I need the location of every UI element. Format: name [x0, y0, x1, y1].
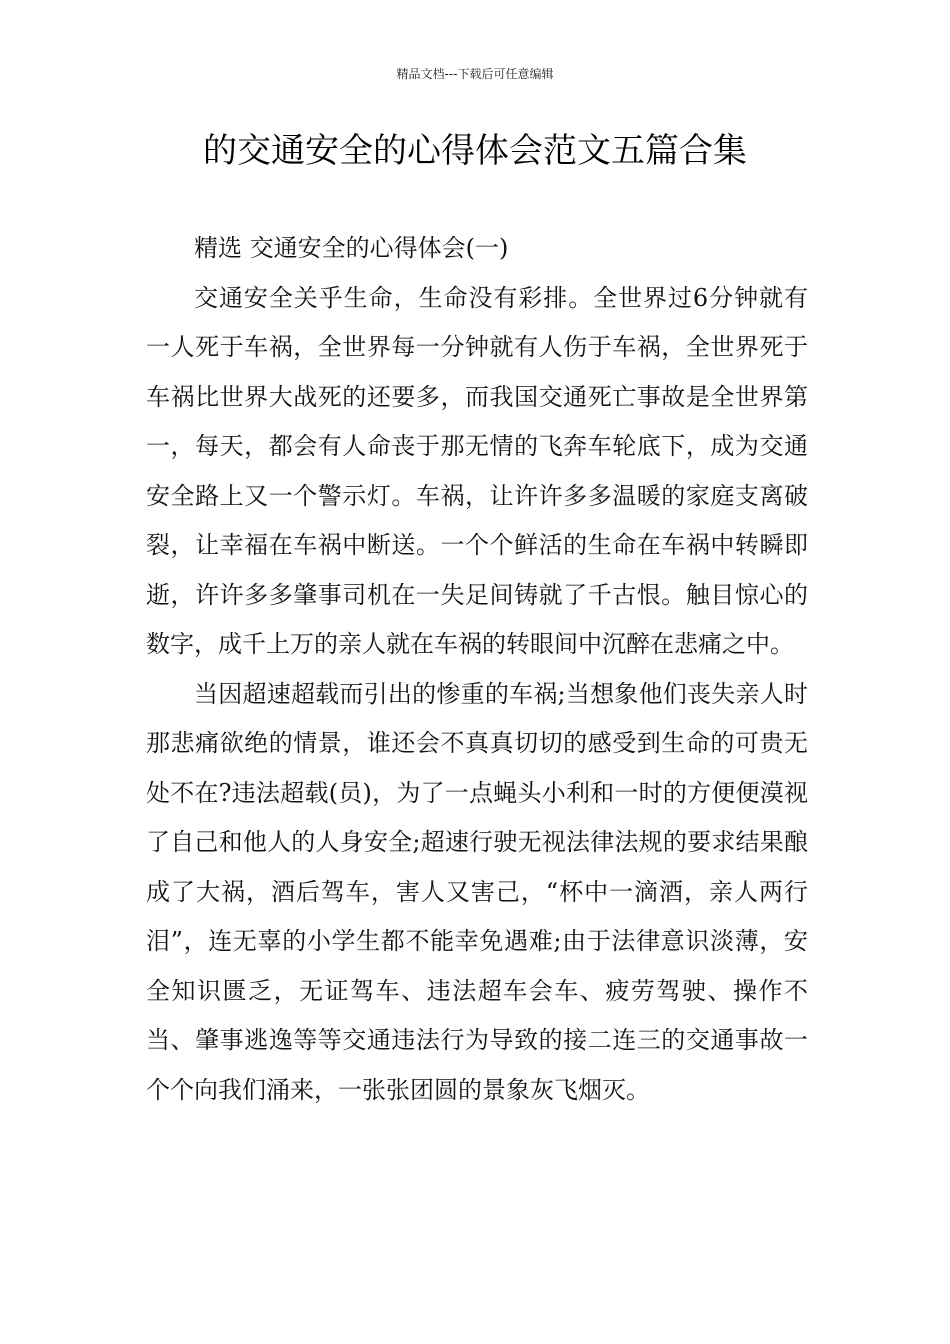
- document-title: 的交通安全的心得体会范文五篇合集: [203, 131, 747, 171]
- section-heading: 精选 交通安全的心得体会(一): [194, 234, 509, 262]
- document-body: [146, 224, 808, 1115]
- body-paragraph-1: 交通安全关乎生命，生命没有彩排。全世界过6分钟就有一人死于车祸，全世界每一分钟就有人伤于车祸，全世界死于车祸比世界大战死的还要多，而我国交通死亡事故是全世界第一，每天，都会有人命丧于那无情的飞奔车轮底下，成为交通安全路上又一个警示灯。车祸，让许许多多温暖的家庭支离破裂，让幸福在车祸中断送。一个个鲜活的生命在车祸中转瞬即逝，许许多多肇事司机在一失足间铸就了千古恨。触目惊心的数字，成千上万的亲人就在车祸的转眼间中沉醉在悲痛之中。: [146, 283, 808, 658]
- header-note: 精品文档---下载后可任意编辑: [396, 67, 554, 81]
- body-paragraph-2: 当因超速超载而引出的惨重的车祸;当想象他们丧失亲人时那悲痛欲绝的情景，谁还会不真真切切的感受到生命的可贵无处不在?违法超载(员)，为了一点蝇头小利和一时的方便便漠视了自己和他人的人身安全;超速行驶无视法律法规的要求结果酿成了大祸，酒后驾车，害人又害己，“杯中一滴酒，亲人两行泪”，连无辜的小学生都不能幸免遇难;由于法律意识淡薄，安全知识匮乏，无证驾车、违法超车会车、疲劳驾驶、操作不当、肇事逃逸等等交通违法行为导致的接二连三的交通事故一个个向我们涌来，一张张团圆的景象灰飞烟灭。: [146, 679, 808, 1104]
